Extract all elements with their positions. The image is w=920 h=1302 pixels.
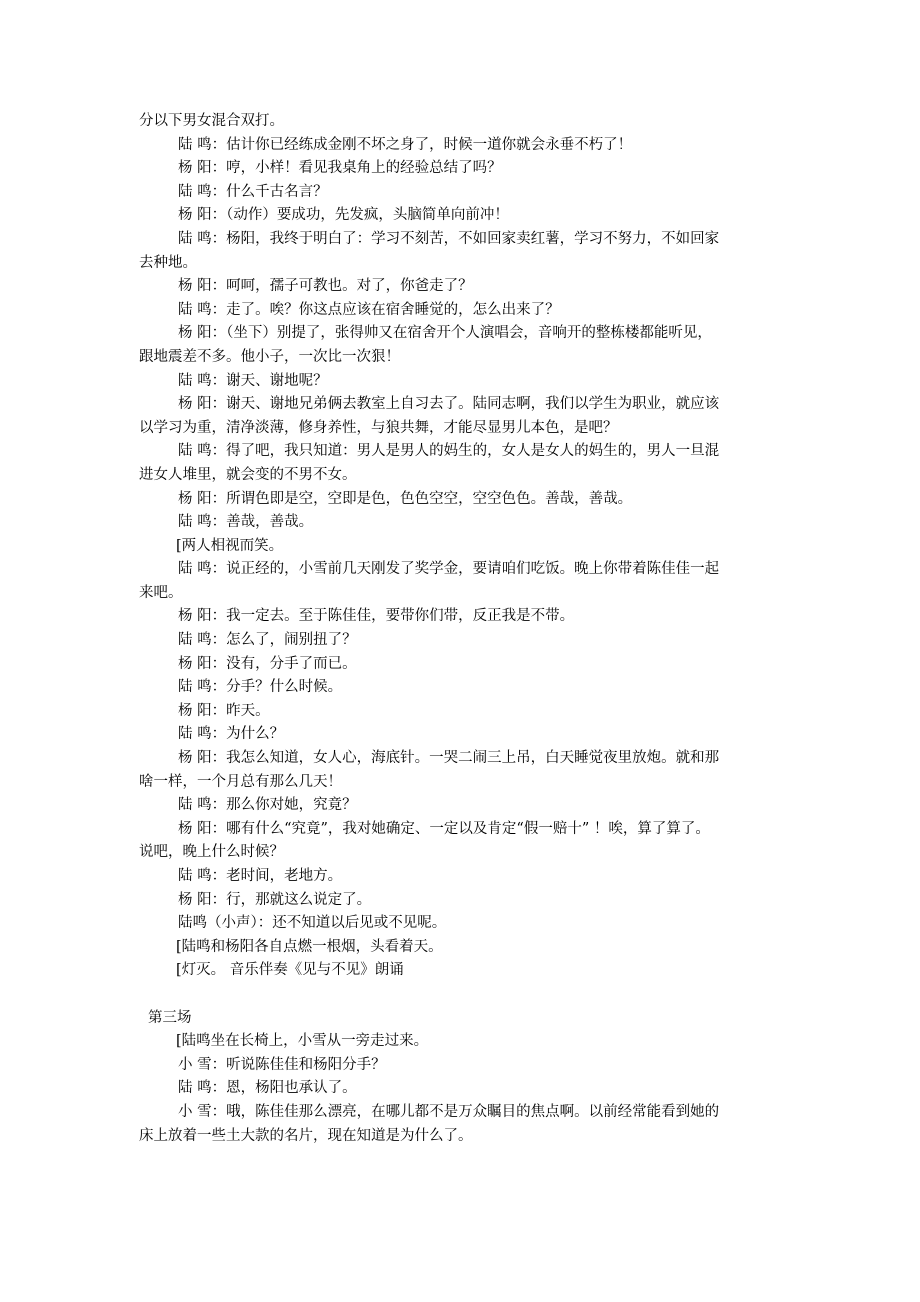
dialogue-line: 杨 阳：所谓色即是空，空即是色，色色空空，空空色色。善哉，善哉。: [178, 490, 633, 507]
scene-heading: 第三场: [148, 1009, 192, 1026]
text-line: 床上放着一些土大款的名片，现在知道是为什么了。: [139, 1127, 473, 1144]
dialogue-line: 陆 鸣：为什么？: [178, 726, 285, 743]
text-line: 来吧。: [139, 584, 183, 601]
text-line: 跟地震差不多。他小子，一次比一次狠！: [139, 348, 400, 365]
text-line: 分以下男女混合双打。: [139, 113, 284, 129]
stage-direction: [两人相视而笑。: [176, 537, 284, 554]
dialogue-line: 陆 鸣：那么你对她，究竟？: [178, 797, 357, 814]
dialogue-line: 杨 阳：（动作）要成功，先发疯，头脑简单向前冲！: [178, 207, 509, 224]
dialogue-line: 陆 鸣：走了。唉？你这点应该在宿舍睡觉的，怎么出来了？: [178, 301, 560, 318]
dialogue-line: 陆 鸣：说正经的，小雪前几天刚发了奖学金，要请咱们吃饭。晚上你带着陈佳佳一起: [178, 561, 720, 578]
dialogue-line: 陆 鸣：杨阳，我终于明白了：学习不刻苦，不如回家卖红薯，学习不努力，不如回家: [178, 230, 720, 247]
dialogue-line: 陆 鸣：什么千古名言？: [178, 183, 328, 200]
dialogue-line: 陆 鸣：恩，杨阳也承认了。: [178, 1080, 357, 1097]
dialogue-line: 陆 鸣：谢天、谢地呢？: [178, 372, 328, 389]
dialogue-line: 陆鸣（小声）：还不知道以后见或不见呢。: [178, 915, 447, 932]
text-line: 去种地。: [139, 254, 197, 271]
text-line: 以学习为重，清净淡薄，修身养性，与狼共舞，才能尽显男儿本色，是吧？: [139, 419, 618, 436]
dialogue-line: 陆 鸣：得了吧，我只知道：男人是男人的妈生的，女人是女人的妈生的，男人一旦混: [178, 443, 720, 460]
dialogue-line: 陆 鸣：善哉，善哉。: [178, 514, 314, 531]
stage-direction: [陆鸣坐在长椅上，小雪从一旁走过来。: [176, 1033, 429, 1050]
dialogue-line: 杨 阳：谢天、谢地兄弟俩去教室上自习去了。陆同志啊，我们以学生为职业，就应该: [178, 396, 720, 413]
dialogue-line: 小 雪：哦，陈佳佳那么漂亮，在哪儿都不是万众瞩目的焦点啊。以前经常能看到她的: [178, 1103, 720, 1120]
dialogue-line: 陆 鸣：老时间，老地方。: [178, 868, 343, 884]
dialogue-line: 杨 阳：行，那就这么说定了。: [178, 891, 372, 908]
dialogue-line: 杨 阳：哼，小样！看见我桌角上的经验总结了吗？: [178, 160, 502, 177]
text-line: 啥一样，一个月总有那么几天！: [139, 773, 342, 790]
stage-direction: [陆鸣和杨阳各自点燃一根烟，头看着天。: [176, 938, 443, 955]
dialogue-line: 陆 鸣：怎么了，闹别扭了？: [178, 632, 357, 649]
dialogue-line: 杨 阳：我怎么知道，女人心，海底针。一哭二闹三上吊，白天睡觉夜里放炮。就和那: [178, 750, 720, 767]
stage-direction: [灯灭。 音乐伴奏《见与不见》朗诵: [176, 962, 404, 979]
dialogue-line: 杨 阳：（坐下）别提了，张得帅又在宿舍开个人演唱会，音响开的整栋楼都能听见，: [178, 325, 712, 342]
dialogue-line: 陆 鸣：分手？什么时候。: [178, 679, 343, 696]
script-page: [0, 110, 920, 1148]
text-line: 说吧，晚上什么时候？: [139, 844, 284, 861]
dialogue-line: 杨 阳：没有，分手了而已。: [178, 655, 357, 672]
dialogue-line: 杨 阳：昨天。: [178, 702, 270, 719]
text-line: 进女人堆里，就会变的不男不女。: [139, 466, 357, 483]
dialogue-line: 小 雪：听说陈佳佳和杨阳分手？: [178, 1056, 386, 1073]
dialogue-line: 杨 阳：哪有什么“究竟”，我对她确定、一定以及肯定“假一赔十” ！唉，算了算了。: [178, 820, 710, 837]
dialogue-line: 杨 阳：呵呵，孺子可教也。对了，你爸走了？: [178, 278, 473, 295]
dialogue-line: 陆 鸣：估计你已经练成金刚不坏之身了，时候一道你就会永垂不朽了！: [178, 136, 633, 153]
dialogue-line: 杨 阳：我一定去。至于陈佳佳，要带你们带，反正我是不带。: [178, 608, 575, 625]
